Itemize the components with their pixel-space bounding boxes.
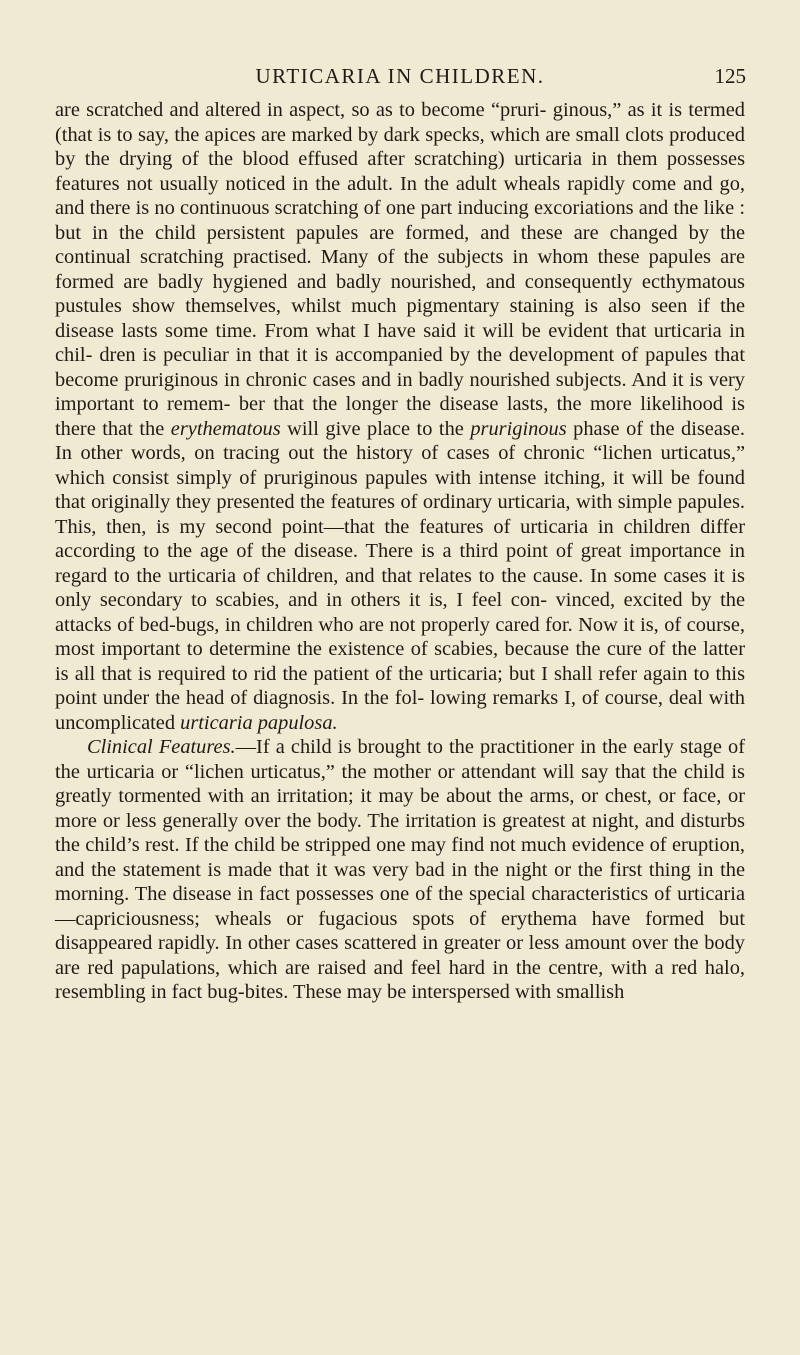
italic-term-urticaria-papulosa: urticaria papulosa. [180, 711, 338, 734]
paragraph-1-text-1: are scratched and altered in aspect, so as to become “pruri- ginous,” as it is termed (that is to say, the apices are marked by dark specks, which are small clots produced by the drying of the blood effused after scratching) urticaria in them possesses features not usually noticed in the adult. In the adult wheals rapidly come and go, and there is no continuous scratching of one part inducing excoriations and the like : but in the child persistent papules are formed, and these are changed by the continual scratching practised. Many of the subjects in whom these papules are formed are badly hygiened and badly nourished, and consequently ecthymatous pustules show themselves, whilst much pigmentary staining is also seen if the disease lasts some time. From what I have said it will be evident that urticaria in chil- dren is peculiar in that it is accompanied by the development of papules that become pruriginous in chronic cases and in badly nourished subjects. And it is very important to remem- ber that the longer the disease lasts, the more likelihood is there that the [55, 99, 745, 440]
italic-term-erythematous: erythematous [170, 417, 281, 440]
paragraph-2-text: —If a child is brought to the practitioner in the early stage of the urticaria or “lichen urticatus,” the mother or attendant will say that the child is greatly tormented with an irritation; it may be about the arms, or chest, or face, or more or less generally over the body. The irritation is greatest at night, and disturbs the child’s rest. If the child be stripped one may find not much evidence of eruption, and the statement is made that it was very bad in the night or the first thing in the morning. The disease in fact possesses one of the special characteristics of urticaria—capriciousness; wheals or fugacious spots of erythema have formed but disappeared rapidly. In other cases scattered in greater or less amount over the body are red papulations, which are raised and feel hard in the centre, with a red halo, resembling in fact bug-bites. These may be interspersed with smallish [55, 736, 745, 1003]
italic-term-pruriginous: pruriginous [470, 417, 567, 440]
paragraph-1 [55, 98, 745, 735]
paragraph-1-text-2: will give place to the [280, 417, 471, 440]
page-header [0, 64, 800, 94]
body-text [55, 98, 745, 1005]
page-number: 125 [714, 64, 746, 88]
paragraph-2 [55, 735, 745, 1005]
section-heading-clinical-features: Clinical Features. [87, 736, 236, 758]
paragraph-1-text-3: phase of the disease. In other words, on tracing out the history of cases of chronic “lichen urticatus,” which consist simply of pruriginous papules with intense itching, it will be found that originally they presented the features of ordinary urticaria, with simple papules. This, then, is my second point—that the features of urticaria in children differ according to the age of the disease. There is a third point of great importance in regard to the urticaria of children, and that relates to the cause. In some cases it is only secondary to scabies, and in others it is, I feel con- vinced, excited by the attacks of bed-bugs, in children who are not properly cared for. Now it is, of course, most important to determine the existence of scabies, because the cure of the latter is all that is required to rid the patient of the urticaria; but I shall refer again to this point under the head of diagnosis. In the fol- lowing remarks I, of course, deal with uncomplicated [55, 417, 745, 734]
running-title: URTICARIA IN CHILDREN. [255, 64, 545, 88]
